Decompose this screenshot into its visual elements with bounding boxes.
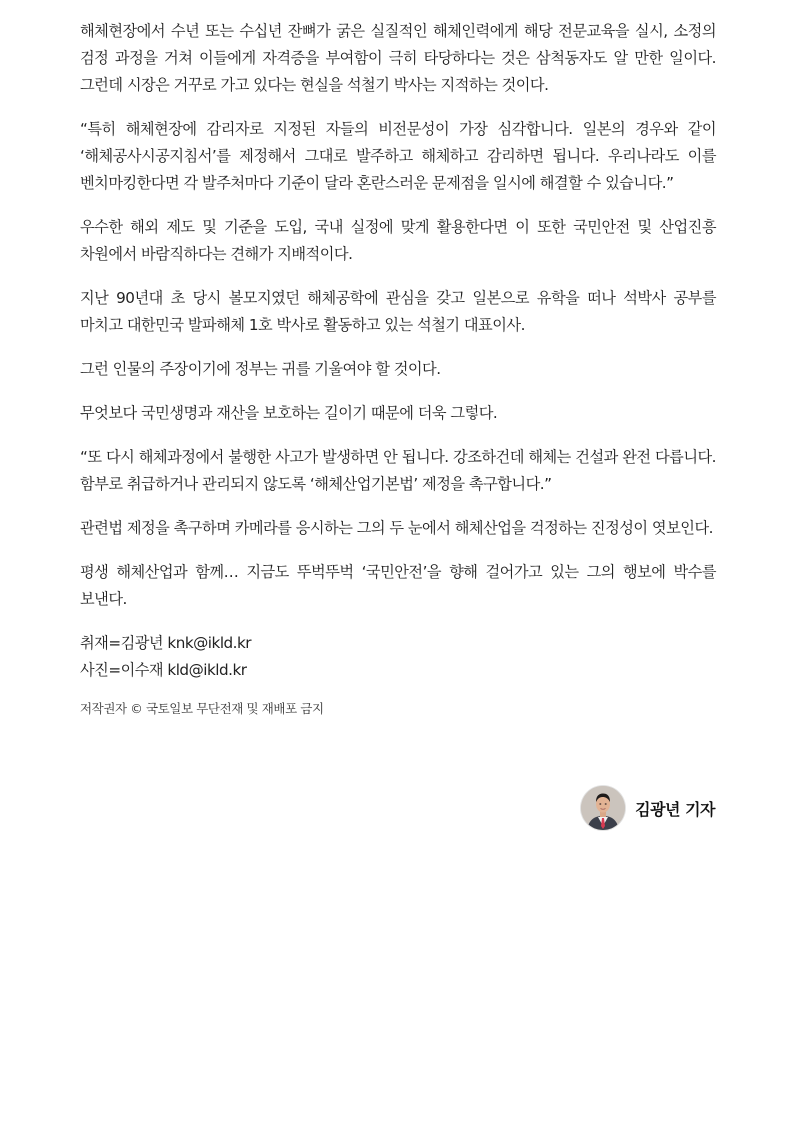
- article-paragraph-4: 지난 90년대 초 당시 볼모지였던 해체공학에 관심을 갖고 일본으로 유학을 떠나 석박사 공부를 마치고 대한민국 발파해체 1호 박사로 활동하고 있는 석철기 대표이사.: [80, 289, 716, 334]
- article-paragraph-5: 그런 인물의 주장이기에 정부는 귀를 기울여야 할 것이다.: [80, 360, 441, 378]
- reporter-byline[interactable]: [581, 786, 715, 830]
- reporter-name-link[interactable]: 김광년 기자: [635, 799, 715, 819]
- article-paragraph-7: “또 다시 해체과정에서 불행한 사고가 발생하면 안 됩니다. 강조하건데 해체는 건설과 완전 다릅니다. 함부로 취급하거나 관리되지 않도록 ‘해체산업기본법’ 제정을 촉구합니다.”: [80, 448, 716, 493]
- article-paragraph-1: 해체현장에서 수년 또는 수십년 잔뼈가 굵은 실질적인 해체인력에게 해당 전문교육을 실시, 소정의 검정 과정을 거쳐 이들에게 자격증을 부여함이 극히 타당하다는 것은 삼척동자도 알 만한 일이다. 그런데 시장은 거꾸로 가고 있다는 현실을 석철기 박사는 지적하는 것이다.: [80, 22, 716, 94]
- article-paragraph-3: 우수한 해외 제도 및 기준을 도입, 국내 실정에 맞게 활용한다면 이 또한 국민안전 및 산업진흥 차원에서 바람직하다는 견해가 지배적이다.: [80, 218, 716, 263]
- reporter-photo-icon: [581, 786, 625, 830]
- reporting-credit: 취재=김광년 knk@ikld.kr: [80, 634, 252, 652]
- reporter-avatar-icon[interactable]: [581, 786, 625, 830]
- photo-credit: 사진=이수재 kld@ikld.kr: [80, 661, 247, 679]
- article-paragraph-2: “특히 해체현장에 감리자로 지정된 자들의 비전문성이 가장 심각합니다. 일본의 경우와 같이 ‘해체공사시공지침서’를 제정해서 그대로 발주하고 해체하고 감리하면 됩니다. 우리나라도 이를 벤치마킹한다면 각 발주처마다 기준이 달라 혼란스러운 문제점을 일시에 해결할 수 있습니다.”: [80, 120, 716, 192]
- copyright-notice: 저작권자 © 국토일보 무단전재 및 재배포 금지: [80, 701, 324, 716]
- article-paragraph-9: 평생 해체산업과 함께… 지금도 뚜벅뚜벅 ‘국민안전’을 향해 걸어가고 있는 그의 행보에 박수를 보낸다.: [80, 563, 716, 608]
- article-credits: [80, 630, 716, 684]
- article-paragraph-8: 관련법 제정을 촉구하며 카메라를 응시하는 그의 두 눈에서 해체산업을 걱정하는 진정성이 엿보인다.: [80, 519, 713, 537]
- article-body: [80, 18, 716, 718]
- article-paragraph-6: 무엇보다 국민생명과 재산을 보호하는 길이기 때문에 더욱 그렇다.: [80, 404, 498, 422]
